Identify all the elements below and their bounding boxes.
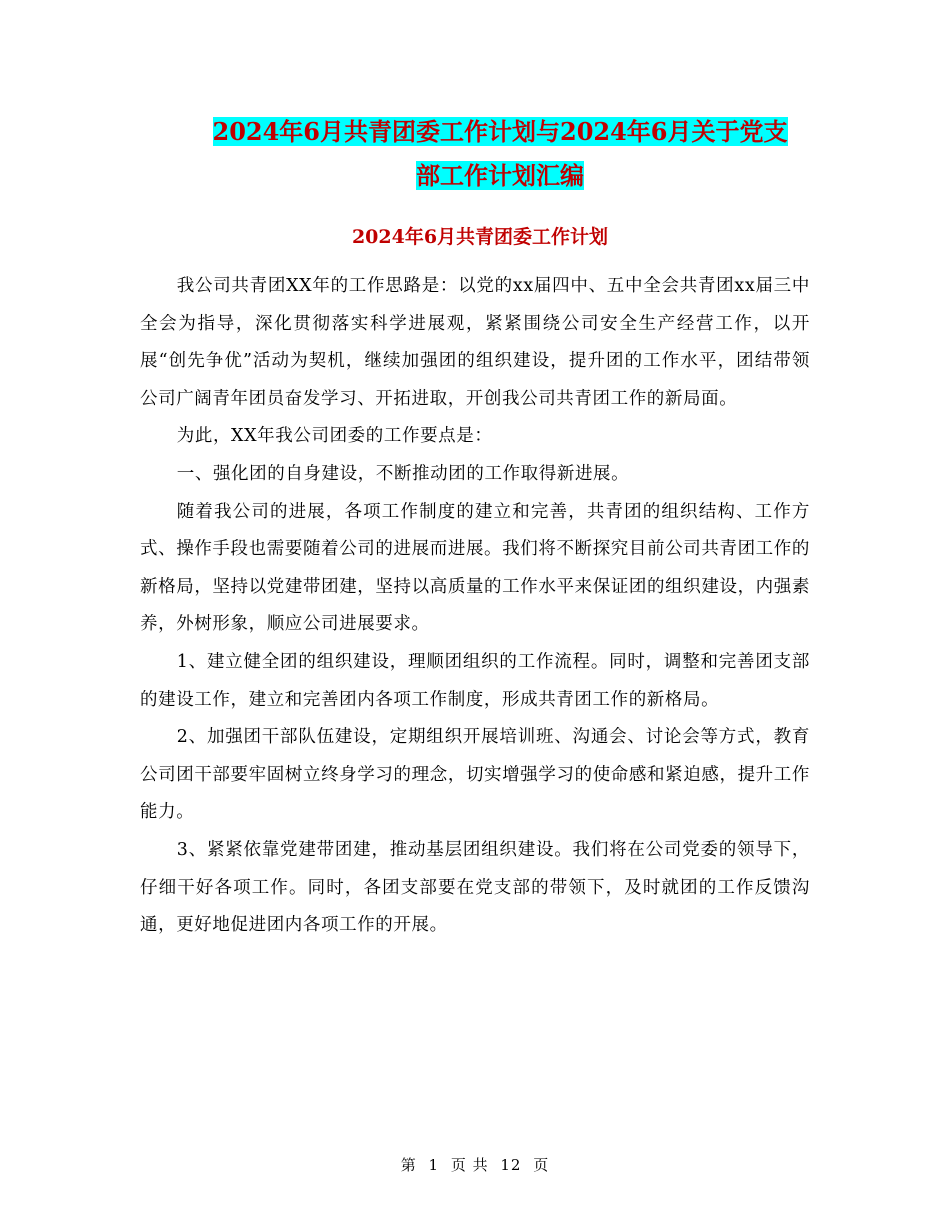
paragraph: 我公司共青团XX年的工作思路是：以党的xx届四中、五中全会共青团xx届三中全会为指导，深化贯彻落实科学进展观，紧紧围绕公司安全生产经营工作，以开展“创先争优”活动为契机，继续加强团的组织建设，提升团的工作水平，团结带领公司广阔青年团员奋发学习、开拓进取，开创我公司共青团工作的新局面。 (140, 276, 810, 409)
page-number: 1 (428, 1156, 440, 1174)
page-label-mid: 页 共 (450, 1156, 489, 1174)
paragraph: 1、建立健全团的组织建设，理顺团组织的工作流程。同时，调整和完善团支部的建设工作，建立和完善团内各项工作制度，形成共青团工作的新格局。 (140, 651, 810, 710)
paragraph: 为此，XX年我公司团委的工作要点是： (176, 426, 493, 447)
document-title-line2: 部工作计划汇编 (416, 161, 584, 190)
document-body (140, 268, 810, 945)
document-title-line1: 2024年6月共青团委工作计划与2024年6月关于党支 (212, 117, 788, 146)
paragraph: 随着我公司的进展，各项工作制度的建立和完善，共青团的组织结构、工作方式、操作手段也需要随着公司的进展而进展。我们将不断探究目前公司共青团工作的新格局，坚持以党建带团建，坚持以高质量的工作水平来保证团的组织建设，内强素养，外树形象，顺应公司进展要求。 (140, 501, 810, 635)
paragraph: 3、紧紧依靠党建带团建，推动基层团组织建设。我们将在公司党委的领导下，仔细干好各项工作。同时，各团支部要在党支部的带领下，及时就团的工作反馈沟通，更好地促进团内各项工作的开展。 (140, 839, 810, 936)
document-title (140, 110, 860, 198)
page-footer (0, 1154, 950, 1175)
page-label-suffix: 页 (533, 1156, 550, 1174)
section-title: 2024年6月共青团委工作计划 (351, 226, 609, 248)
page-label-prefix: 第 (400, 1156, 417, 1174)
paragraph: 一、强化团的自身建设，不断推动团的工作取得新进展。 (176, 463, 630, 484)
total-pages: 12 (500, 1156, 522, 1174)
paragraph: 2、加强团干部队伍建设，定期组织开展培训班、沟通会、讨论会等方式，教育公司团干部要牢固树立终身学习的理念，切实增强学习的使命感和紧迫感，提升工作能力。 (140, 727, 810, 823)
